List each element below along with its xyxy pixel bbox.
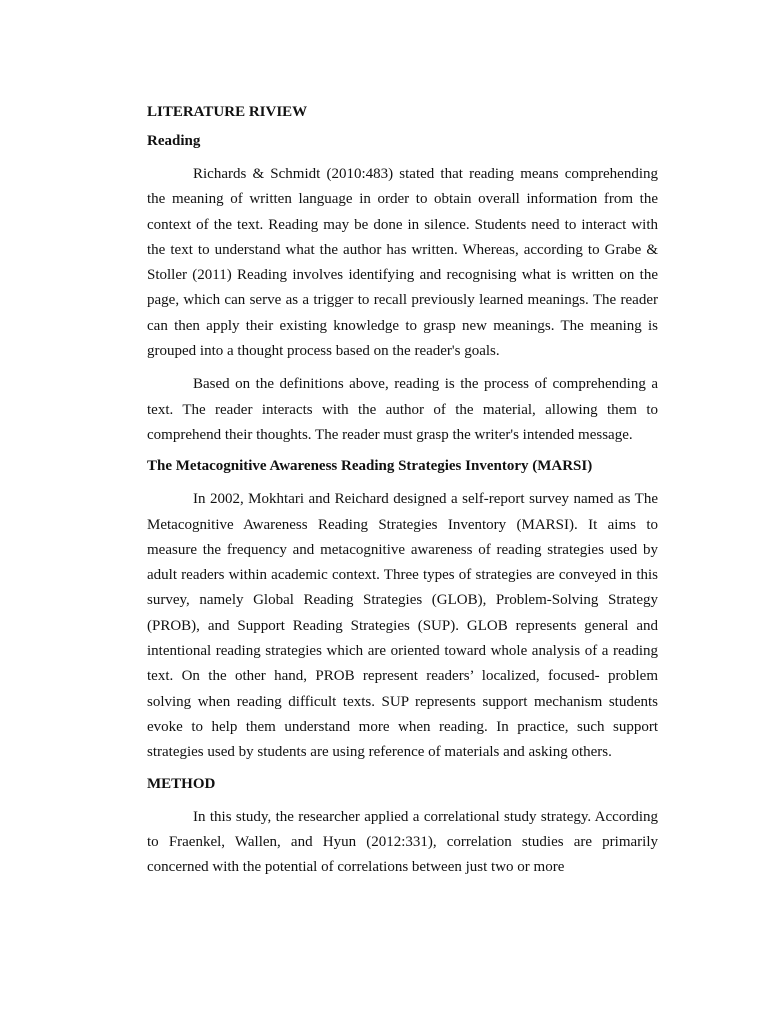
method-heading: METHOD — [147, 775, 216, 792]
document-page — [147, 100, 658, 880]
reading-paragraph-1: Richards & Schmidt (2010:483) stated that reading means comprehending the meaning of written language in order to obtain overall information from the context of the text. Reading may be done in silence. Students need to interact with the text to understand what the author has written. Whereas, according to Grabe & Stoller (2011) Reading involves identifying and recognising what is written on the page, which can serve as a trigger to recall previously learned meanings. The reader can then apply their existing knowledge to grasp new meanings. The meaning is grouped into a thought process based on the reader's goals. — [147, 166, 658, 360]
method-paragraph: In this study, the researcher applied a correlational study strategy. According to Fraenkel, Wallen, and Hyun (2012:331), correlation studies are primarily concerned with the potential of correlations between just two or more — [147, 808, 658, 876]
marsi-paragraph: In 2002, Mokhtari and Reichard designed a self-report survey named as The Metacognitive Awareness Reading Strategies Inventory (MARSI). It aims to measure the frequency and metacognitive awareness of reading strategies used by adult readers within academic context. Three types of strategies are conveyed in this survey, namely Global Reading Strategies (GLOB), Problem-Solving Strategy (PROB), and Support Reading Strategies (SUP). GLOB represents general and intentional reading strategies which are oriented toward whole analysis of a reading text. On the other hand, PROB represent readers’ localized, focused- problem solving when reading difficult texts. SUP represents support mechanism students evoke to help them understand more when reading. In practice, such support strategies used by students are using reference of materials and asking others. — [147, 491, 658, 761]
literature-review-heading: LITERATURE RIVIEW — [147, 104, 308, 120]
marsi-subheading: The Metacognitive Awareness Reading Strategies Inventory (MARSI) — [147, 458, 593, 475]
reading-paragraph-2: Based on the definitions above, reading is the process of comprehending a text. The reader interacts with the author of the material, allowing them to comprehend their thoughts. The reader must grasp the writer's intended message. — [147, 376, 658, 443]
reading-subheading: Reading — [147, 133, 201, 149]
